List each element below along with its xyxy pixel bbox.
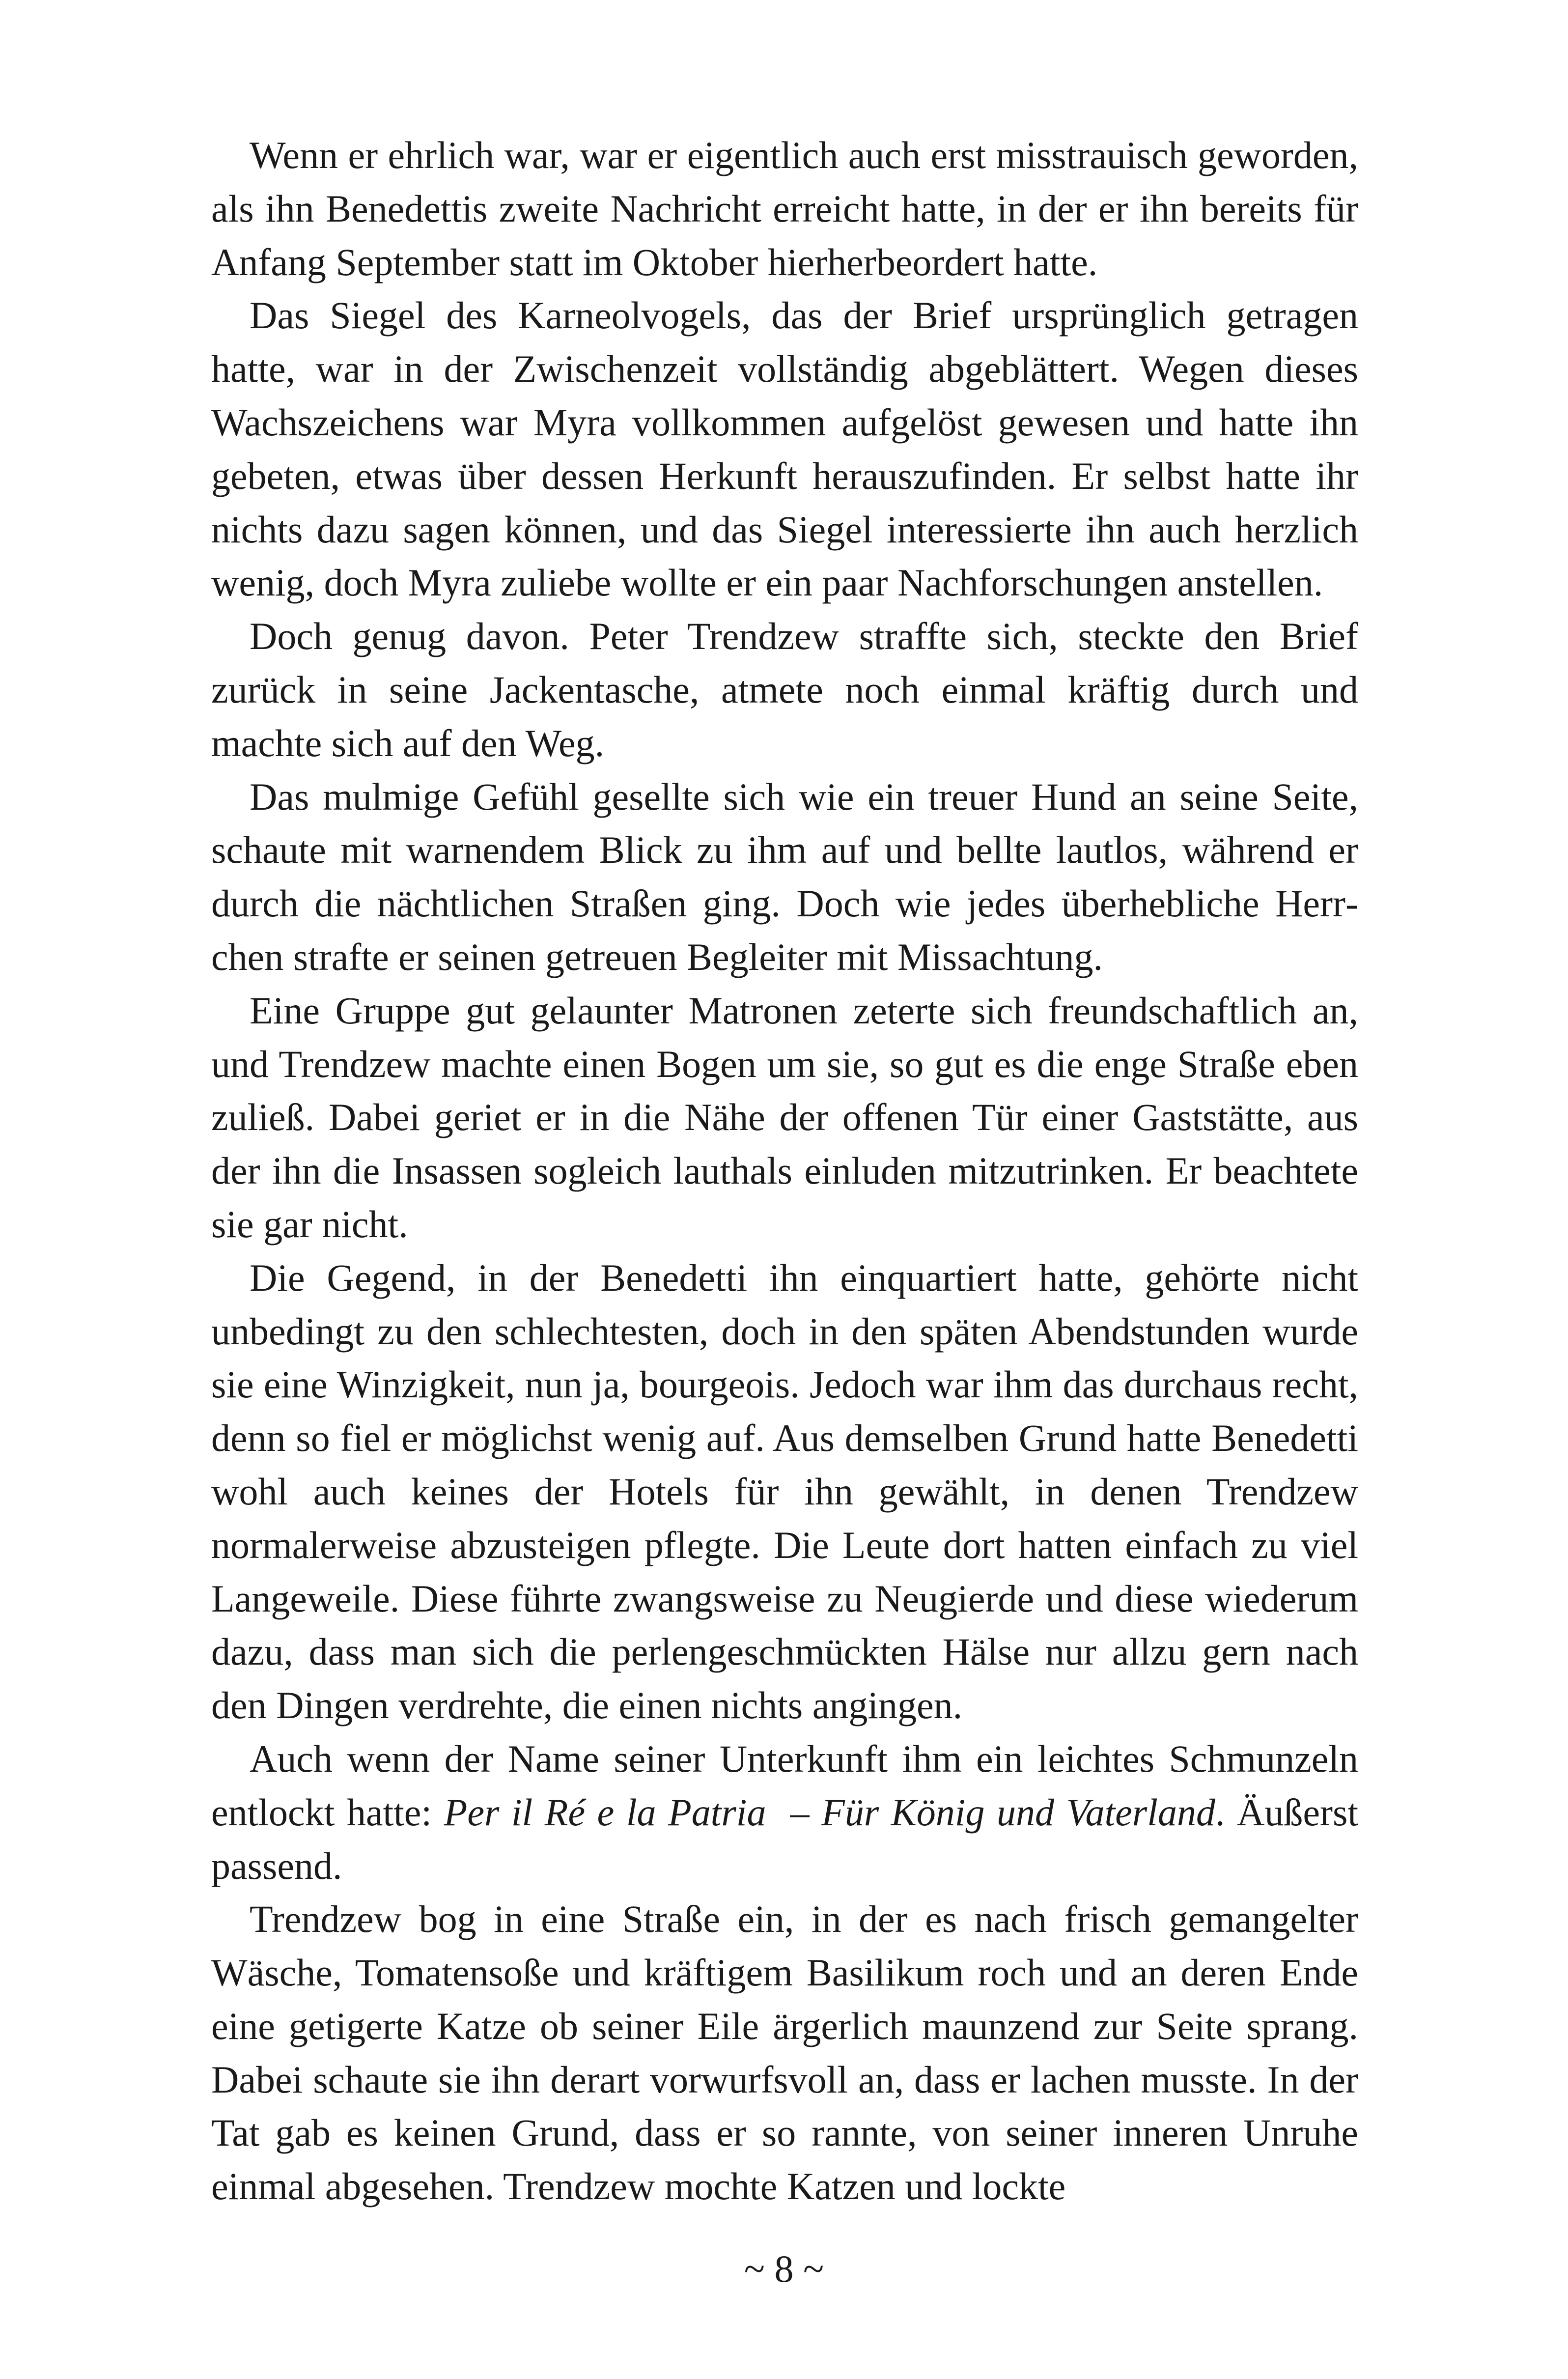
paragraph-1: Wenn er ehrlich war, war er eigentlich auch erst misstrauisch geworden, als ihn Benedettis zweite Nachricht erreicht hatte, in der er ihn bereits für Anfang September statt im Oktober hierherbeordert hatte. bbox=[211, 134, 1358, 283]
paragraph-7-text-before: Auch wenn der Name seiner Unterkunft ihm ein leichtes Schmunzeln entlockt hatte: bbox=[211, 1737, 1358, 1834]
paragraph-2: Das Siegel des Karneolvogels, das der Brief ursprünglich getragen hatte, war in der Zwischenzeit vollständig abgeblättert. Wegen dieses Wachszeichens war Myra vollkommen aufgelöst gewesen und hatte ihn gebeten, etwas über dessen Herkunft herauszufinden. Er selbst hatte ihr nichts dazu sagen können, und das Siegel interessierte ihn auch herzlich wenig, doch Myra zuliebe wollte er ein paar Nachforschungen anstellen. bbox=[211, 294, 1358, 604]
paragraph-5: Eine Gruppe gut gelaunter Matronen zeterte sich freundschaftlich an, und Trendzew machte einen Bogen um sie, so gut es die enge Straße eben zuließ. Dabei geriet er in die Nähe der offenen Tür einer Gaststätte, aus der ihn die Insassen sogleich lauthals einluden mitzutrinken. Er beachtete sie gar nicht. bbox=[211, 989, 1358, 1246]
paragraph-4: Das mulmige Gefühl gesellte sich wie ein treuer Hund an seine Seite, schaute mit warnendem Blick zu ihm auf und bellte lautlos, während er durch die nächtlichen Straßen ging. Doch wie jedes überhebliche Herrchen strafte er seinen getreuen Begleiter mit Missachtung. bbox=[211, 775, 1358, 978]
paragraph-3: Doch genug davon. Peter Trendzew straffte sich, steckte den Brief zurück in seine Jackentasche, atmete noch einmal kräftig durch und machte sich auf den Weg. bbox=[211, 615, 1358, 765]
paragraph-8: Trendzew bog in eine Straße ein, in der es nach frisch gemangelter Wäsche, Tomatensoße und kräftigem Basilikum roch und an deren Ende eine getigerte Katze ob seiner Eile ärgerlich maunzend zur Seite sprang. Dabei schaute sie ihn derart vorwurfsvoll an, dass er lachen musste. In der Tat gab es keinen Grund, dass er so rannte, von seiner inneren Unruhe einmal abgesehen. Trendzew mochte Katzen und lockte bbox=[211, 1898, 1358, 2208]
page-number: ~ 8 ~ bbox=[744, 2247, 824, 2290]
paragraph-7-text-after: . Äußerst passend. bbox=[211, 1790, 1359, 1887]
hotel-name-italic: Per il Ré e la Patria – Für König und Vaterland bbox=[444, 1790, 1215, 1834]
body-text bbox=[211, 129, 1358, 2213]
paragraph-7 bbox=[211, 1732, 1358, 1893]
paragraph-6: Die Gegend, in der Benedetti ihn einquartiert hatte, gehörte nicht unbedingt zu den schlechtesten, doch in den späten Abendstunden wurde sie eine Winzigkeit, nun ja, bourgeois. Jedoch war ihm das durchaus recht, denn so fiel er möglichst wenig auf. Aus demselben Grund hatte Benedetti wohl auch keines der Hotels für ihn gewählt, in denen Trendzew normalerweise abzusteigen pflegte. Die Leute dort hatten einfach zu viel Langeweile. Diese führte zwangsweise zu Neugierde und diese wiederum dazu, dass man sich die perlengeschmückten Hälse nur allzu gern nach den Dingen verdrehte, die einen nichts angingen. bbox=[211, 1256, 1358, 1727]
